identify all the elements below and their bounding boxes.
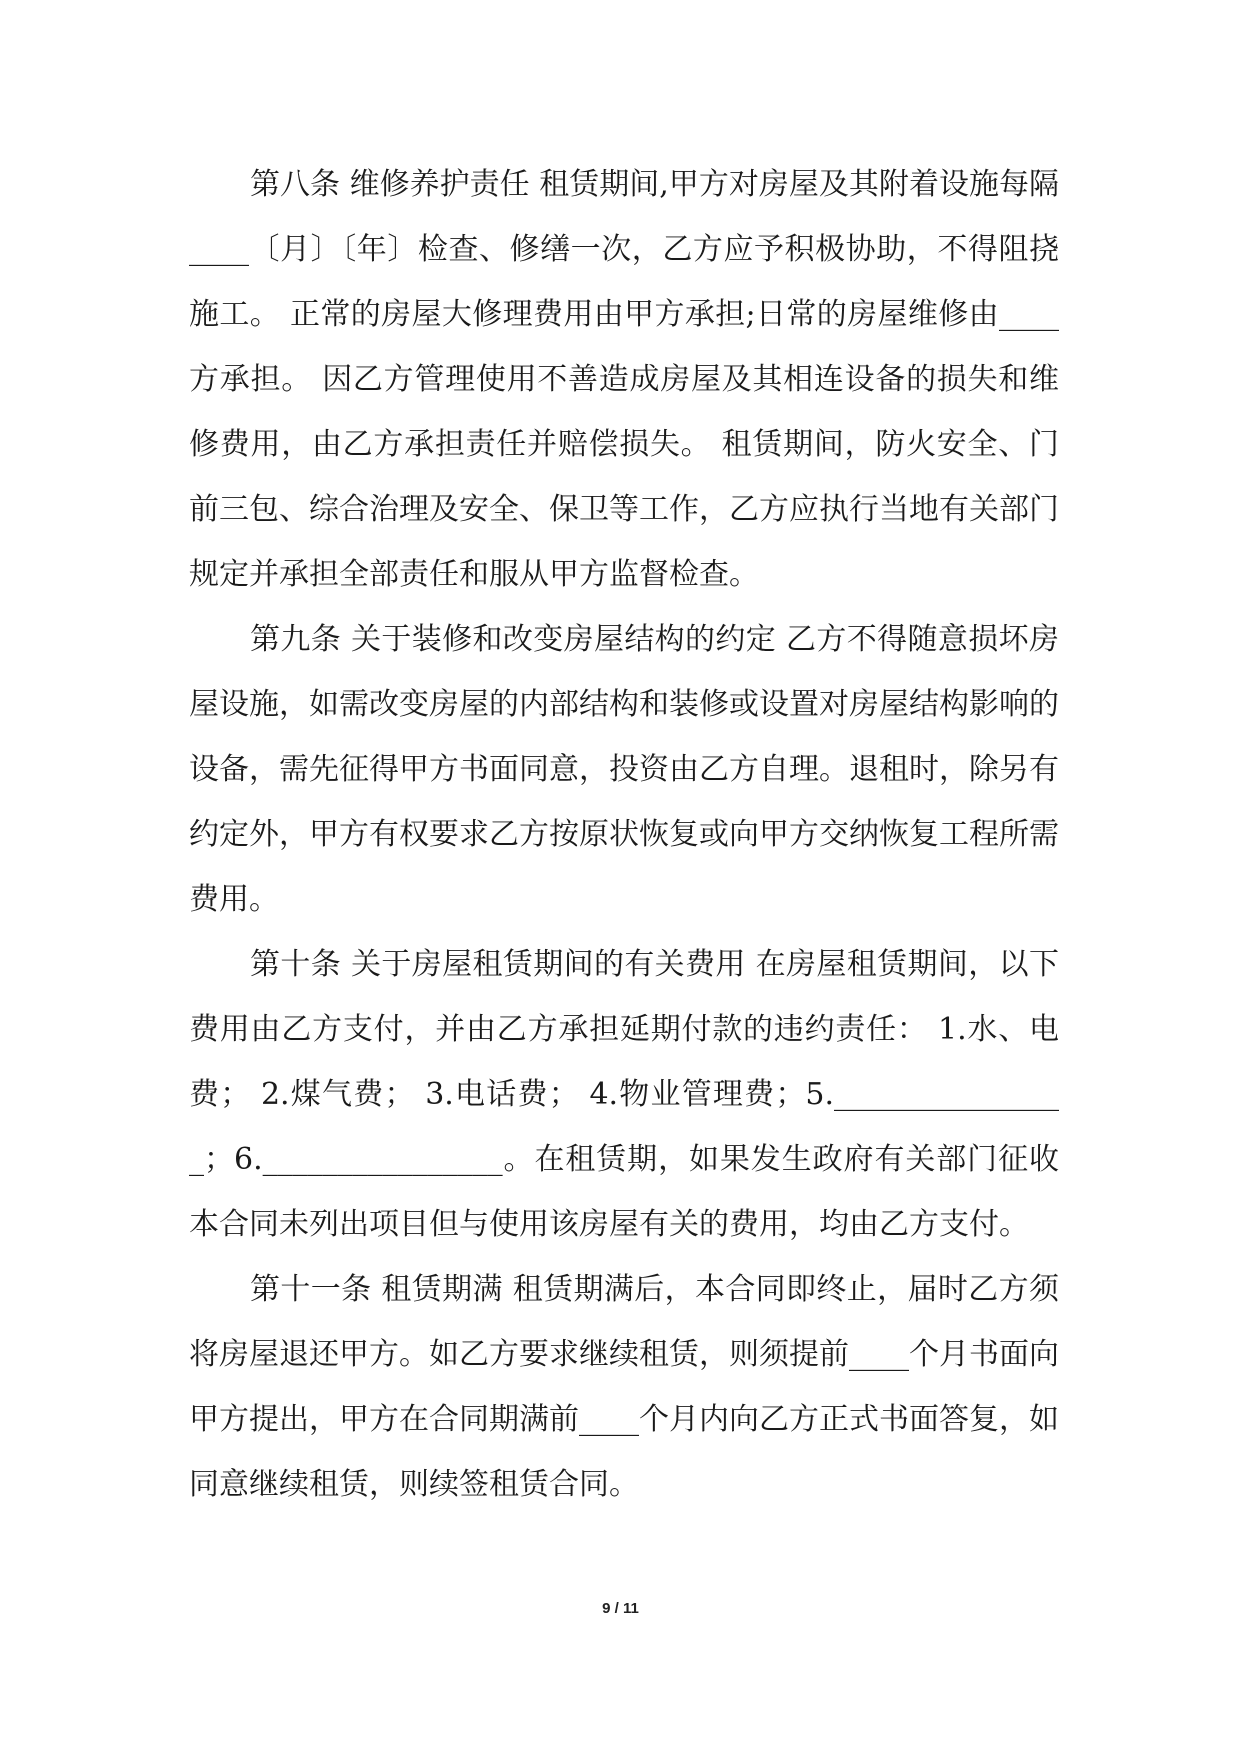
- clause-10-paragraph: 第十条 关于房屋租赁期间的有关费用 在房屋租赁期间，以下费用由乙方支付，并由乙方承担延期付款的违约责任： 1.水、电费； 2.煤气费； 3.电话费； 4.物业管理费；5.________________；6.________________。在租赁期，如果发生政府有关部门征收本合同未列出项目但与使用该房屋有关的费用，均由乙方支付。: [189, 947, 1059, 1242]
- document-body: [189, 152, 1059, 1517]
- page-number: 9 / 11: [602, 1600, 639, 1617]
- clause-8-paragraph: 第八条 维修养护责任 租赁期间,甲方对房屋及其附着设施每隔 ____〔月〕〔年〕检查、修缮一次，乙方应予积极协助，不得阻挠施工。 正常的房屋大修理费用由甲方承担;日常的房屋维修由____方承担。 因乙方管理使用不善造成房屋及其相连设备的损失和维修费用，由乙方承担责任并赔偿损失。 租赁期间，防火安全、门前三包、综合治理及安全、保卫等工作，乙方应执行当地有关部门规定并承担全部责任和服从甲方监督检查。: [189, 167, 1059, 592]
- clause-9-paragraph: 第九条 关于装修和改变房屋结构的约定 乙方不得随意损坏房屋设施，如需改变房屋的内部结构和装修或设置对房屋结构影响的设备，需先征得甲方书面同意，投资由乙方自理。退租时，除另有约定外，甲方有权要求乙方按原状恢复或向甲方交纳恢复工程所需费用。: [189, 622, 1059, 917]
- clause-11-paragraph: 第十一条 租赁期满 租赁期满后，本合同即终止，届时乙方须将房屋退还甲方。如乙方要求继续租赁，则须提前____个月书面向甲方提出，甲方在合同期满前____个月内向乙方正式书面答复，如同意继续租赁，则续签租赁合同。: [189, 1272, 1059, 1502]
